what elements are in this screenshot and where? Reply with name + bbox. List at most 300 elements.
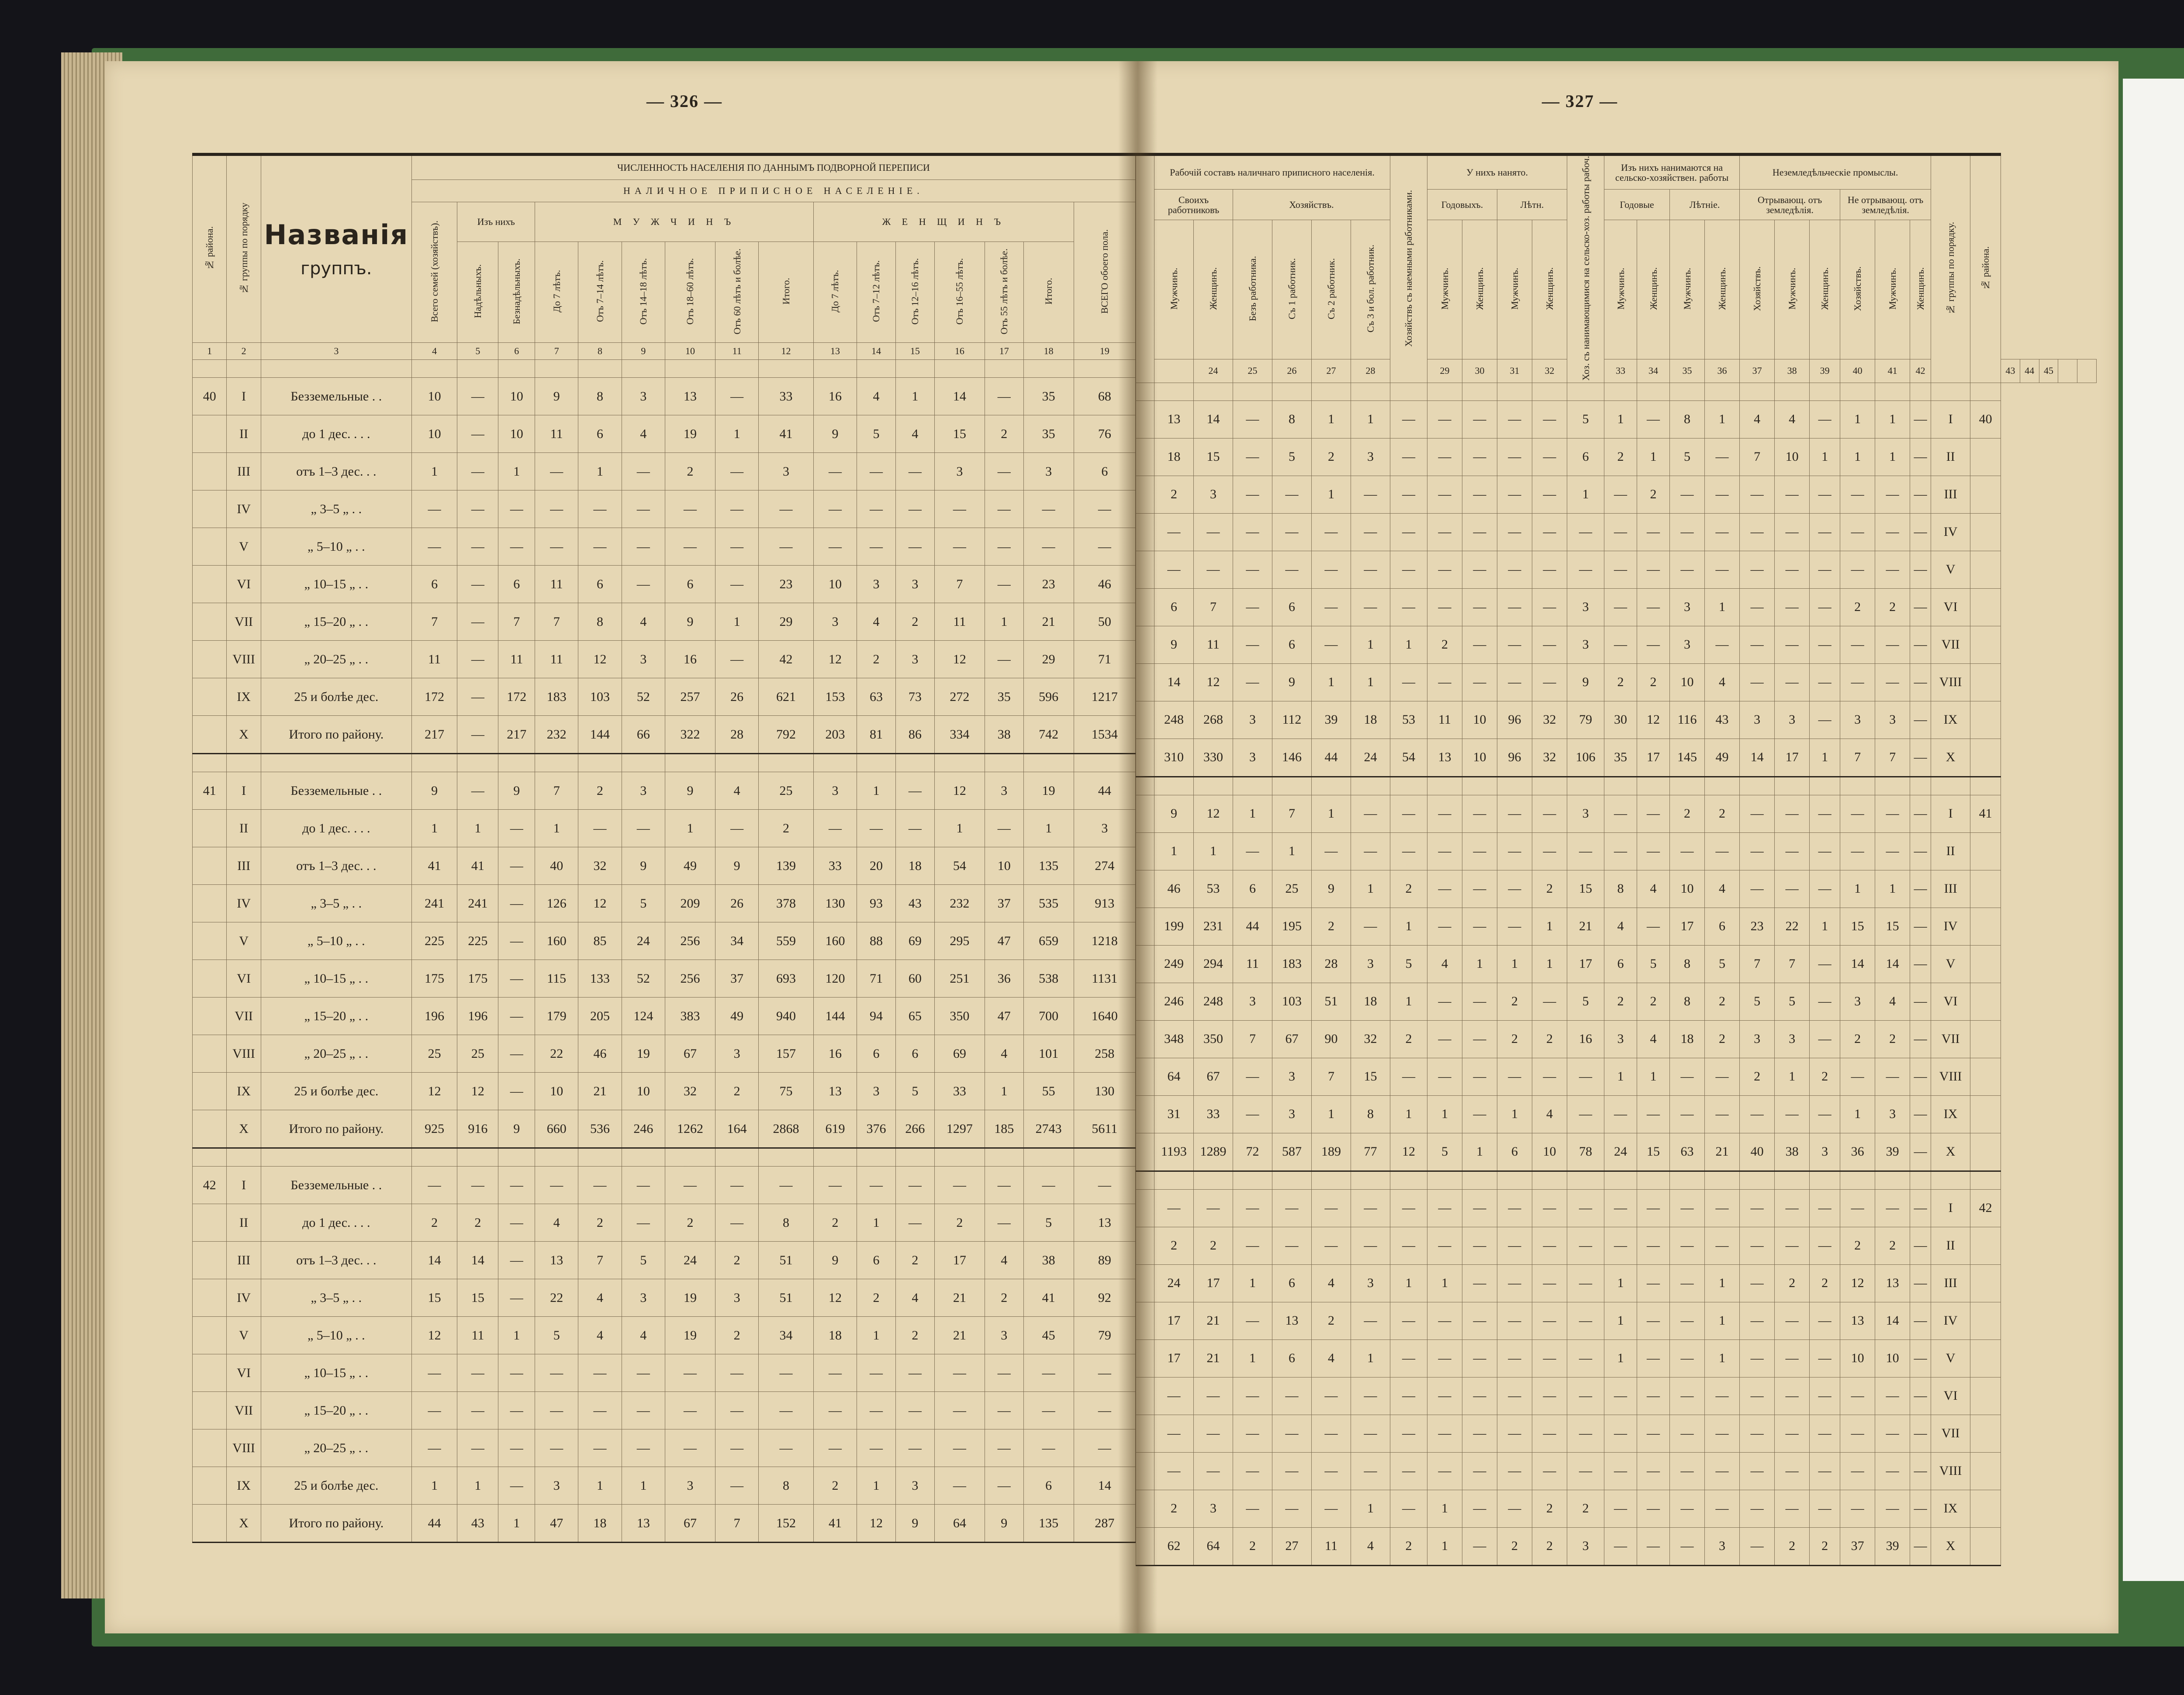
spacer-cell <box>759 754 813 772</box>
table-cell: 54 <box>1390 739 1427 777</box>
table-cell: 5 <box>1740 983 1775 1020</box>
group-roman: VII <box>1931 1415 1970 1452</box>
table-cell: 14 <box>1740 739 1775 777</box>
table-cell: 120 <box>813 960 857 998</box>
table-cell: — <box>498 1467 535 1505</box>
table-cell: 2 <box>1604 663 1637 701</box>
table-cell: — <box>1775 1377 1810 1415</box>
table-cell: — <box>1875 1415 1910 1452</box>
table-row <box>193 1429 1136 1467</box>
group-roman: II <box>1931 438 1970 476</box>
table-cell: — <box>1810 513 1840 551</box>
table-cell: — <box>1233 1490 1272 1527</box>
table-cell: 11 <box>535 415 578 453</box>
table-cell: 2 <box>1705 795 1740 832</box>
table-cell: 135 <box>1023 847 1074 885</box>
table-cell: — <box>457 641 498 678</box>
table-cell: — <box>1810 1189 1840 1227</box>
women-header: Ж Е Н Щ И Н Ъ <box>813 202 1074 242</box>
table-cell: — <box>1194 1377 1233 1415</box>
table-cell: — <box>1351 908 1390 945</box>
table-cell: 38 <box>1023 1242 1074 1279</box>
table-cell: 1 <box>1604 1302 1637 1339</box>
right-column-number: 26 <box>1272 359 1312 383</box>
district-cell <box>193 960 227 998</box>
table-cell: 3 <box>1567 588 1604 626</box>
group-name: отъ 1–3 дес. . . <box>261 847 411 885</box>
table-cell: 18 <box>895 847 934 885</box>
table-cell: 72 <box>1233 1133 1272 1171</box>
table-cell: — <box>1567 1227 1604 1264</box>
cut-cell <box>1154 359 1194 383</box>
table-row <box>193 678 1136 716</box>
table-cell: — <box>1810 588 1840 626</box>
spacer-cell <box>1351 777 1390 795</box>
table-cell: — <box>1462 1452 1497 1490</box>
table-cell: 322 <box>665 716 715 754</box>
table-cell: 25 <box>759 772 813 810</box>
table-cell: 103 <box>1272 983 1312 1020</box>
spacer-cell <box>193 360 227 378</box>
table-cell: 3 <box>895 641 934 678</box>
right-subheader: Женщинъ. <box>1637 220 1670 359</box>
group-roman: III <box>1931 870 1970 908</box>
table-cell: 19 <box>665 1317 715 1354</box>
table-cell: — <box>1910 663 1931 701</box>
table-cell: — <box>813 1167 857 1204</box>
table-cell: 3 <box>1740 701 1775 739</box>
district-cell <box>193 641 227 678</box>
table-cell: 17 <box>934 1242 985 1279</box>
table-cell: — <box>1532 1415 1567 1452</box>
right-column-number: 41 <box>1875 359 1910 383</box>
table-cell: — <box>1740 1490 1775 1527</box>
table-cell: 5 <box>1670 438 1705 476</box>
table-cell: — <box>498 1279 535 1317</box>
table-cell: — <box>622 1204 665 1242</box>
spacer-cell <box>1390 777 1427 795</box>
table-cell: 7 <box>1272 795 1312 832</box>
spacer-cell <box>857 754 896 772</box>
table-cell: 47 <box>985 998 1023 1035</box>
table-cell: 16 <box>665 641 715 678</box>
table-cell: 3 <box>1567 626 1604 663</box>
table-cell: — <box>1497 1490 1532 1527</box>
table-cell: 2 <box>1390 870 1427 908</box>
table-cell: — <box>1637 551 1670 588</box>
table-cell: 73 <box>895 678 934 716</box>
table-cell: — <box>498 1167 535 1204</box>
table-cell: — <box>1910 513 1931 551</box>
group-name: „ 10–15 „ . . <box>261 960 411 998</box>
spacer-cell <box>1194 383 1233 400</box>
table-cell: — <box>1532 1377 1567 1415</box>
table-cell: 3 <box>1194 1490 1233 1527</box>
table-cell: — <box>1670 1452 1705 1490</box>
table-cell: — <box>1670 1227 1705 1264</box>
table-cell: 14 <box>1074 1467 1135 1505</box>
table-cell: 164 <box>715 1110 759 1148</box>
table-cell: 86 <box>895 716 934 754</box>
table-cell: — <box>1637 795 1670 832</box>
table-row <box>193 847 1136 885</box>
table-cell: — <box>1910 1377 1931 1415</box>
table-cell: 4 <box>1427 945 1462 983</box>
table-cell: 52 <box>622 960 665 998</box>
table-cell: — <box>1705 476 1740 513</box>
table-cell: 596 <box>1023 678 1074 716</box>
table-cell: 1 <box>1840 870 1875 908</box>
table-cell: — <box>1810 1377 1840 1415</box>
table-cell: 4 <box>895 1279 934 1317</box>
spacer-cell <box>1194 1171 1233 1189</box>
table-cell: 1 <box>1390 1095 1427 1133</box>
table-cell: — <box>1810 701 1840 739</box>
table-cell: — <box>1390 1415 1427 1452</box>
table-cell: — <box>535 528 578 566</box>
group-roman: VI <box>1931 1377 1970 1415</box>
table-cell: — <box>1910 588 1931 626</box>
table-cell: — <box>1670 1058 1705 1095</box>
table-cell: — <box>1810 1302 1840 1339</box>
table-cell: 1 <box>1604 1058 1637 1095</box>
table-row <box>193 1317 1136 1354</box>
table-cell: — <box>934 1467 985 1505</box>
table-cell: 1 <box>1194 832 1233 870</box>
table-cell: — <box>934 1354 985 1392</box>
table-cell: 17 <box>1154 1302 1194 1339</box>
table-cell: 3 <box>813 603 857 641</box>
table-cell: 32 <box>1351 1020 1390 1058</box>
table-cell: 34 <box>759 1317 813 1354</box>
right-subheader: Мужчинъ. <box>1604 220 1637 359</box>
group-roman: X <box>1931 1527 1970 1565</box>
group-roman: VI <box>227 1354 261 1392</box>
group-roman: VIII <box>1931 1058 1970 1095</box>
table-cell: — <box>1910 1095 1931 1133</box>
table-cell: — <box>578 1392 622 1429</box>
table-cell: 246 <box>1154 983 1194 1020</box>
table-cell: — <box>1023 490 1074 528</box>
table-cell: 6 <box>1705 908 1740 945</box>
table-cell: 6 <box>1272 1339 1312 1377</box>
table-cell: — <box>1567 1264 1604 1302</box>
group-name: Итого по району. <box>261 1110 411 1148</box>
table-cell: 4 <box>1705 663 1740 701</box>
district-cell <box>193 716 227 754</box>
table-cell: 6 <box>498 566 535 603</box>
table-cell: 11 <box>498 641 535 678</box>
table-cell: — <box>1532 1264 1567 1302</box>
group-roman: IV <box>227 885 261 922</box>
table-cell: — <box>1532 476 1567 513</box>
table-cell: — <box>985 1467 1023 1505</box>
table-cell: 559 <box>759 922 813 960</box>
table-cell: — <box>1390 513 1427 551</box>
table-cell: — <box>622 566 665 603</box>
table-cell: — <box>1497 1452 1532 1490</box>
table-cell: 35 <box>1604 739 1637 777</box>
table-cell: 9 <box>1312 870 1351 908</box>
table-cell: 39 <box>1312 701 1351 739</box>
table-cell: 15 <box>1840 908 1875 945</box>
table-cell: 6 <box>411 566 457 603</box>
table-cell: — <box>985 641 1023 678</box>
group-roman: VIII <box>227 1035 261 1073</box>
table-cell: 940 <box>759 998 813 1035</box>
table-cell: — <box>1775 832 1810 870</box>
table-cell: 7 <box>535 772 578 810</box>
table-cell: 10 <box>1875 1339 1910 1377</box>
table-cell: 38 <box>1775 1133 1810 1171</box>
table-cell: — <box>1462 400 1497 438</box>
table-cell: 2 <box>934 1204 985 1242</box>
names-header: Названія группъ. <box>261 155 411 343</box>
spacer-cell <box>1233 383 1272 400</box>
table-cell: — <box>985 378 1023 415</box>
table-cell: — <box>1312 1377 1351 1415</box>
table-cell: 35 <box>985 678 1023 716</box>
right-subheader: Женщинъ. <box>1194 220 1233 359</box>
spacer-cell <box>1272 777 1312 795</box>
table-cell: — <box>813 1392 857 1429</box>
table-row <box>193 1467 1136 1505</box>
table-cell: — <box>411 1167 457 1204</box>
table-cell: — <box>1497 795 1532 832</box>
table-cell: 10 <box>1462 701 1497 739</box>
table-cell: — <box>1532 438 1567 476</box>
group-name: Итого по району. <box>261 1505 411 1543</box>
table-cell: 1 <box>934 810 985 847</box>
table-row <box>1136 1058 2097 1095</box>
table-cell: — <box>1532 1058 1567 1095</box>
table-cell: — <box>985 566 1023 603</box>
table-cell: — <box>535 453 578 490</box>
spacer-cell <box>622 754 665 772</box>
table-cell: 21 <box>1194 1302 1233 1339</box>
table-cell: — <box>1637 513 1670 551</box>
table-row <box>193 1392 1136 1429</box>
table-cell: — <box>1532 983 1567 1020</box>
table-row <box>193 641 1136 678</box>
table-cell: 2 <box>1705 1020 1740 1058</box>
table-cell: 1 <box>1427 1527 1462 1565</box>
left-column-number: 13 <box>813 343 857 360</box>
table-cell: 130 <box>813 885 857 922</box>
table-cell: — <box>715 490 759 528</box>
table-cell: 10 <box>411 415 457 453</box>
book-gutter <box>1118 61 1158 1633</box>
table-cell: — <box>1740 1189 1775 1227</box>
table-cell: — <box>1194 1452 1233 1490</box>
table-cell: — <box>1810 1339 1840 1377</box>
district-cell <box>193 603 227 641</box>
spacer-cell <box>1705 383 1740 400</box>
table-cell: — <box>1670 832 1705 870</box>
spacer-cell <box>1154 777 1194 795</box>
table-cell: 536 <box>578 1110 622 1148</box>
group-roman: IV <box>1931 1302 1970 1339</box>
table-cell: — <box>1810 1227 1840 1264</box>
table-cell: 916 <box>457 1110 498 1148</box>
table-cell: — <box>1462 1490 1497 1527</box>
table-cell: — <box>1497 1264 1532 1302</box>
table-cell: — <box>759 1392 813 1429</box>
table-cell: 1 <box>1705 1264 1740 1302</box>
table-cell: 1 <box>1810 908 1840 945</box>
group-name: Итого по району. <box>261 716 411 754</box>
spacer-cell <box>1532 777 1567 795</box>
table-cell: 179 <box>535 998 578 1035</box>
table-cell: 4 <box>985 1035 1023 1073</box>
left-column-number: 3 <box>261 343 411 360</box>
spacer-cell <box>895 360 934 378</box>
table-row <box>1136 438 2097 476</box>
spacer-cell <box>227 1148 261 1167</box>
right-subheader: Мужчинъ. <box>1875 220 1910 359</box>
table-cell: 268 <box>1194 701 1233 739</box>
table-cell: — <box>1810 832 1840 870</box>
table-cell: 1 <box>411 810 457 847</box>
table-cell: — <box>1775 476 1810 513</box>
group-roman: V <box>227 528 261 566</box>
left-subheader: Отъ 14–18 лѣтъ. <box>622 242 665 343</box>
table-cell: — <box>1567 832 1604 870</box>
table-cell: — <box>1390 400 1427 438</box>
group-roman: IX <box>1931 1095 1970 1133</box>
group-roman: V <box>1931 1339 1970 1377</box>
table-cell: — <box>985 453 1023 490</box>
table-cell: 16 <box>1567 1020 1604 1058</box>
table-cell: 5 <box>1023 1204 1074 1242</box>
table-cell: 334 <box>934 716 985 754</box>
table-cell: 19 <box>665 1279 715 1317</box>
farms-header: Хозяйствъ. <box>1233 189 1390 220</box>
group-roman: III <box>227 1242 261 1279</box>
table-cell: 15 <box>934 415 985 453</box>
spacer-cell <box>1233 777 1272 795</box>
table-cell: 621 <box>759 678 813 716</box>
table-cell: — <box>457 716 498 754</box>
right-subheader: Женщинъ. <box>1532 220 1567 359</box>
table-cell: — <box>1775 870 1810 908</box>
group-roman: X <box>1931 1133 1970 1171</box>
right-column-number: 27 <box>1312 359 1351 383</box>
table-cell: — <box>1875 513 1910 551</box>
table-cell: — <box>1604 1452 1637 1490</box>
table-cell: — <box>1910 476 1931 513</box>
group-name: Безземельные . . <box>261 772 411 810</box>
left-page-number: — 326 — <box>646 91 722 111</box>
district-number <box>1970 1095 2001 1133</box>
table-cell: — <box>1840 513 1875 551</box>
table-cell: — <box>1604 1095 1637 1133</box>
table-cell: — <box>1670 551 1705 588</box>
table-cell: — <box>1910 1227 1931 1264</box>
table-cell: 209 <box>665 885 715 922</box>
table-cell: 1 <box>1312 795 1351 832</box>
table-cell: 2 <box>715 1073 759 1110</box>
group-name: до 1 дес. . . . <box>261 1204 411 1242</box>
table-cell: 88 <box>857 922 896 960</box>
table-cell: 7 <box>411 603 457 641</box>
table-row <box>193 810 1136 847</box>
spacer-cell <box>535 360 578 378</box>
table-cell: — <box>1351 588 1390 626</box>
table-cell: 1 <box>1875 870 1910 908</box>
table-cell: 4 <box>535 1204 578 1242</box>
table-cell: — <box>1810 626 1840 663</box>
table-cell: 3 <box>1233 701 1272 739</box>
table-cell: 660 <box>535 1110 578 1148</box>
table-cell: 3 <box>857 1073 896 1110</box>
spacer-cell <box>1931 777 1970 795</box>
table-cell: — <box>1427 476 1462 513</box>
table-cell: 4 <box>1312 1264 1351 1302</box>
table-cell: — <box>1875 1452 1910 1490</box>
group-roman: VI <box>227 566 261 603</box>
table-cell: 8 <box>1604 870 1637 908</box>
spacer-cell <box>1427 383 1462 400</box>
table-cell: 10 <box>498 415 535 453</box>
table-cell: 2868 <box>759 1110 813 1148</box>
table-cell: 35 <box>1023 415 1074 453</box>
table-cell: 46 <box>1154 870 1194 908</box>
table-cell: 19 <box>622 1035 665 1073</box>
table-cell: — <box>1497 908 1532 945</box>
table-cell: 112 <box>1272 701 1312 739</box>
table-cell: 144 <box>578 716 622 754</box>
table-cell: 17 <box>1775 739 1810 777</box>
table-cell: — <box>1705 1452 1740 1490</box>
table-cell: 175 <box>457 960 498 998</box>
group-roman: V <box>1931 945 1970 983</box>
group-name: отъ 1–3 дес. . . <box>261 1242 411 1279</box>
spacer-cell <box>1740 777 1775 795</box>
table-cell: — <box>1840 1058 1875 1095</box>
table-cell: — <box>1637 1339 1670 1377</box>
table-cell: — <box>1390 832 1427 870</box>
spacer-cell <box>759 360 813 378</box>
table-cell: 13 <box>1840 1302 1875 1339</box>
table-cell: — <box>1532 551 1567 588</box>
right-page-number: — 327 — <box>1542 91 1618 111</box>
table-cell: — <box>1775 1095 1810 1133</box>
table-cell: 2 <box>1875 588 1910 626</box>
table-cell: 7 <box>1312 1058 1351 1095</box>
table-cell: — <box>934 1429 985 1467</box>
table-cell: — <box>1233 663 1272 701</box>
table-cell: 14 <box>457 1242 498 1279</box>
table-cell: — <box>622 453 665 490</box>
table-cell: 11 <box>535 566 578 603</box>
table-row <box>1136 795 2097 832</box>
table-cell: 7 <box>578 1242 622 1279</box>
table-cell: — <box>985 810 1023 847</box>
table-cell: — <box>622 1354 665 1392</box>
table-cell: — <box>1532 795 1567 832</box>
table-cell: 217 <box>411 716 457 754</box>
table-cell: — <box>535 1429 578 1467</box>
table-cell: 2 <box>665 1204 715 1242</box>
table-cell: 1289 <box>1194 1133 1233 1171</box>
group-roman: II <box>1931 832 1970 870</box>
table-cell: 2 <box>1604 983 1637 1020</box>
table-cell: 47 <box>535 1505 578 1543</box>
table-cell: — <box>1910 1020 1931 1058</box>
table-cell: 2 <box>1532 870 1567 908</box>
table-cell: — <box>1427 1377 1462 1415</box>
